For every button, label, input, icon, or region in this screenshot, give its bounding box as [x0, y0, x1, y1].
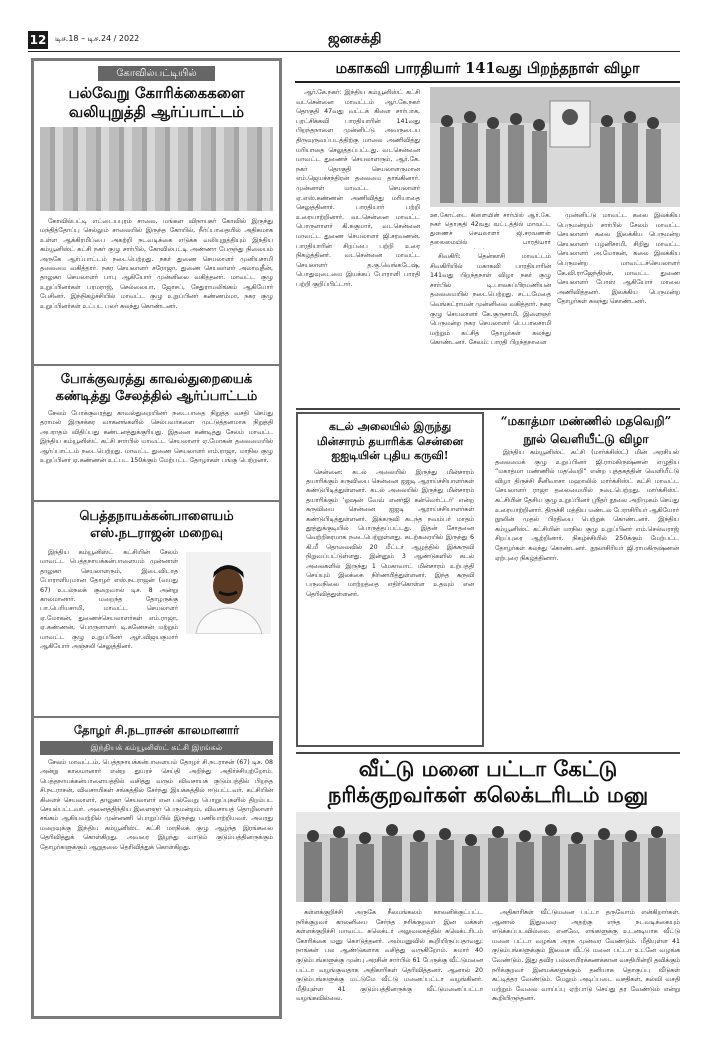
issue-date: டிச.18 – டிச.24 / 2022 [55, 34, 140, 43]
page-number: 12 [29, 33, 47, 47]
bharathi-headline: மகாகவி பாரதியார் 141வது பிறந்தநாள் விழா [295, 58, 680, 83]
book-headline: நூல் வெளியீட்டு விழா [523, 432, 649, 446]
book-headline-quote: “மகாத்மா மண்ணில் மதவெறி” [500, 414, 672, 428]
patta-col1 [296, 908, 483, 1020]
story3-body [40, 548, 178, 711]
patta-headline-line2: நரிக்குறவர்கள் கலெக்டரிடம் மனு [327, 782, 649, 807]
story1-kicker: கோவில்பட்டியில் [98, 66, 215, 81]
patta-col2-text: அதிகாரிகள் வீட்டுமனை பட்டா தருவோம் என்கிறார்கள். ஆனால் இதுவரை அதற்கு எந்த நடவடிக்கையும் எடுக்கப்படவில்லை. எனவே, எங்களுக்கு உடனடியாக வீட்டு மனை பட்டா வழங்க அரசு முன்வர வேண்டும். மீதியுள்ள 41 குடும்பங்களுக்கும் இலவச வீட்டு மனை பட்டா உடனே வழங்க வேண்டும். இது தவிர பல்லாயிரக்கணக்கான வசதியின்றி தவிக்கும் நரிக்குறவர் இனமக்களுக்கும் தனியாக தொகுப்பு வீடுகள் கட்டித்தர வேண்டும். மேலும் அடிப்படை வசதிகள், கல்வி வசதி மற்றும் வேலை வாய்ப்பு ஏற்பாடு செய்து தர வேண்டும் என்று கூறியிருந்தனர். [492, 909, 680, 1003]
story3-headline: பெத்தநாயக்கன்பாளையம் எஸ்.நடராஜன் மறைவு [79, 509, 234, 541]
story2-headline: போக்குவரத்து காவல்துறையைக் கண்டித்து சேலத்தில் ஆர்ப்பாட்டம் [55, 372, 258, 404]
story4-body [40, 758, 273, 1019]
divider [34, 500, 279, 502]
bharathi-col1-text: ஆர்.கே.நகர்: இந்திய கம்யூனிஸ்ட் கட்சி வடசென்னை மாவட்டம் ஆர்.கே.நகர் தொகுதி 47வது வட்டக் கிளை சார்பாக, புரட்சிக்கவி பாரதியாரின் 141வது பிறந்தநாளை முன்னிட்டு அவருடைய திருவுருவப்படத்திற்கு மாலை அணிவித்து மரியாதை செலுத்தப்பட்டது. வடசென்னை மாவட்ட துணைச் செயலாளரும், ஆர்.கே. நகர் தொகுதி செயலாளருமான எம்.ஜெயச்சந்திரன் தலைமை தாங்கினார். முன்னாள் மாவட்ட செயலாளர் ஏ.எஸ்.கண்ணன் அணிவித்து மரியாதை செலுத்தினார். பாரதியார் பற்றி உரையாற்றினார். வடசென்னை மாவட்ட பொருளாளர் கி.சுகுமார், வடசென்னை மாவட்ட துணை செயலாளர் ஜி.சரவணன், பாரதியாரின் சிறப்பை பற்றி உரை நிகழ்த்தினர். வடசென்னை மாவட்ட செயலாளர் த.கு.வெங்கடேஷ், பொதுவுடைமை இயக்கப் போராளி பாரதி பற்றி குறிப்பிட்டார். [296, 89, 420, 288]
bharathi-col3-text: முன்னிட்டு மாவட்ட கலை இலக்கிய பெருமன்றம் சார்பில் சேலம் மாவட்ட செயலாளர் கலை இலக்கிய பெருமன்ற செயலாளர் பழனிசாமி, சிறிது மாவட்ட செயலாளர் அ.மோகன், கலை இலக்கிய பெருமன்ற மாவட்டச்செயலாளர் கே.வி.ராஜேந்திரன், மாவட்ட துணை செயலாளர் போஸ் ஆகியோர் மாலை அணிவித்தனர். இலக்கிய பெருமன்ற தோழர்கள் கலந்து கொண்டனர். [557, 212, 680, 306]
page-header [28, 30, 680, 52]
story1-text: கோவில்பட்டி எட்டையபுரம் சாலை, மங்கள விநாயகர் கோவில் இருந்து மந்தித்தோப்பு செல்லும் சாலையில் இருந்த கோயில், நீர்ப்பாதையில் அதிகமாக உள்ள ஆக்கிரமிப்பை அகற்றி நடவடிக்கை எடுக்க வலியுறுத்தியும் இந்திய கம்யூனிஸ்ட் கட்சி நகர் குழு சார்பில், கோவில்பட்டி அண்ணா பேருந்து நிலையம் அருகே ஆர்ப்பாட்டம் நடைபெற்றது. நகர் துணை செயலாளர் முனியசாமி தலைமை வகித்தார். நகர செயலாளர் சரோஜா, துணை செயலாளர் அலாவுதீன், தாலுகா செயலாளர் பாபு ஆகியோர் முன்னிலை வகித்தனர். மாவட்ட குழு உறுப்பினர்கள் பரமராஜ், செல்லையா, ஜோசப், சேதுராமலிங்கம் ஆகியோர் பேசினர். இந்நிகழ்ச்சியில் மாவட்ட குழு உறுப்பினர் கண்ணம்மா, நகர குழு உறுப்பினர்கள் உட்பட பலர் கலந்து கொண்டனர். [40, 218, 273, 310]
protest-photo [40, 127, 273, 211]
patta-col1-text: கள்ளக்குறிச்சி அருகே நீலமங்கலம் காலனிக்குட்பட்ட நரிக்குறவர் காலனியை சேர்ந்த நரிக்குறவர் இன மக்கள் கள்ளக்குறிச்சி மாவட்ட கலெக்டர் அலுவலகத்தில் கலெக்டரிடம் கோரிக்கை மனு கொடுத்தனர். அம்மனுவில் கூறியிருப்பதாவது: நாங்கள் பல ஆண்டுகளாக வசித்து வருகிறோம். சுமார் 40 குடும்பங்களுக்கு முன்பு அரசின் சார்பில் 61 பேருக்கு வீட்டுமனை பட்டா வழங்குவதாக அதிகாரிகள் தெரிவித்தனர். ஆனால் 20 குடும்பங்களுக்கு மட்டுமே வீட்டு மனைப்பட்டா வழங்கினர். மீதியுள்ள 41 குடும்பத்தினருக்கு வீட்டுமனைப்பட்டா வழங்கவில்லை. [296, 909, 483, 1003]
bharathi-caption-text: ஊ.கோட்டை கிளையின் சார்பில் ஆர்.கே. நகர் தொகுதி 42வது வட்டத்தில் மாவட்ட துணைச் செயலாளர் ஜி.சரவணன் தலைமையில் பாரதியார் [430, 212, 551, 246]
crowd-photo-icon [296, 812, 680, 902]
divider [34, 364, 279, 366]
story4-ribbon: இந்தியக் கம்யூனிஸ்ட் கட்சி இரங்கல் [40, 741, 273, 755]
left-column [31, 58, 282, 1019]
energy-text: சென்னை: கடல் அலையில் இருந்து மின்சாரம் தயாரிக்கும் கருவியை சென்னை ஐஐடி ஆராய்ச்சியாளர்கள் கண்டுபிடித்துள்ளனர். கடல் அலையில் இருந்து மின்சாரம் தயாரிக்கும் 'ஓஷன் வேவ் எனர்ஜி கன்வெர்ட்டர்' என்ற கருவியை சென்னை ஐஐடி ஆராய்ச்சியாளர்கள் கண்டுபிடித்துள்ளனர். இக்கருவி கடந்த நவம்பர் மாதம் தூத்துக்குடியில் பொருத்தப்பட்டது. இதன் சோதனை வெற்றிகரமாக நடைபெற்றுள்ளது. கடற்கரையில் இருந்து 6 கி.மீ தொலைவில் 20 மீட்டர் ஆழத்தில் இக்கருவி நிறுவப்பட்டுள்ளது. இன்னும் 3 ஆண்டுகளில் கடல் அலைகளில் இருந்து 1 மெகாவாட் மின்சாரம் உற்பத்தி செய்யும் இலக்கை நிர்ணயித்துள்ளனர். இந்த கருவி பருவநிலை மாற்றத்தை எதிர்கொள்ள உதவும் என தெரிவித்துள்ளனர். [306, 468, 474, 598]
story2-text: சேலம் போக்குவரத்து காவல்துறையினர் நடைபாதை நிறுத்த வசதி செய்து தராமல் இருசக்கர வாகனங்களில் செல்பவர்களை முட்டுத்தனமாக நிறுத்தி அபராதம் விதிப்பது கண்டனத்துக்குரியது. இதனை கண்டித்து சேலம் மாவட்ட இந்திய கம்யூனிஸ்ட் கட்சி சார்பில் மாவட்ட செயலாளர் ஏ.மோகன் தலைமையில் ஆர்ப்பாட்டம் நடைபெற்றது. மாவட்ட துணை செயலாளர் எம்.ராஜா, மாநில குழு உறுப்பினர் ஏ.கண்ணன் உட்பட 150க்கும் மேற்பட்ட தோழர்கள் பங்கு பெற்றனர். [40, 410, 273, 465]
patta-headline-line1: வீட்டு மனை பட்டா கேட்டு [358, 756, 618, 781]
bharathi-col2 [430, 252, 551, 406]
story4-headline: தோழர் சி.நடராசன் காலமானார் [73, 723, 240, 737]
portrait-icon [186, 552, 271, 634]
bharathi-col2-text: சிவகிரி: தென்காசி மாவட்டம் சிவகிரியில் மகாகவி பாரதியாரின் 141வது பிறந்தநாள் விழா நகர் குழு சார்பில் டி.பாலசுப்பிரமணியன் தலைமையில் நடைபெற்றது. சட்டமேதை வெங்கட்ராமன் முன்னிலை வகித்தார். நகர குழு செயலாளர் கே.குருசாமி, இளைஞர் பெருமன்ற நகர செயலாளர் பெ.பாலசாமி மற்றும் கட்சித் தோழர்கள் கலந்து கொண்டனர். சேலம்: பாரதி பிறந்தநாளை [430, 253, 551, 347]
narikuravar-photo [296, 812, 680, 902]
newspaper-name: ஜனசக்தி [328, 31, 382, 47]
story3-text: இந்திய கம்யூனிஸ்ட் கட்சியின் சேலம் மாவட்ட பெத்தநாயக்கன்பாளையம் முன்னாள் தாலுகா செயலாளரும், இடைவிடாத போராளியுமான தோழர் எஸ்.நடராஜன் (வயது 67) உடல்நலக் குறைவால் டிச. 8 அன்று காலமானார். மறைந்த தோழருக்கு பா.பெரியசாமி, மாவட்ட செயலாளர் ஏ.மோகன், துணைச்செயலாளர்கள் எம்.ராஜா, ஏ.கண்ணன், பொருளாளர் டி.கணேசன் மற்றும் மாவட்ட குழு உறுப்பினர் ஆர்.விஜயகுமார் ஆகியோர் அஞ்சலி செலுத்தினர். [40, 549, 178, 651]
energy-headline: கடல் அலையில் இருந்து மின்சாரம் தயாரிக்க சென்னை ஐஐடியின் புதிய கருவி! [316, 420, 464, 462]
portrait-photo [186, 552, 271, 634]
story2-body [40, 409, 273, 495]
bharathi-photo-icon [430, 87, 680, 207]
bharathi-col1 [296, 88, 420, 406]
bharathi-photo [430, 87, 680, 207]
story1-body [40, 217, 273, 359]
story1-headline: பல்வேறு கோரிக்கைகளை வலியுறுத்தி ஆர்ப்பாட்டம் [68, 84, 245, 121]
section-rule [296, 408, 680, 410]
story4-text: சேலம் மாவட்டம், பெத்தநாயக்கன்பாளையம் தோழர் சி.நடராசன் (67) டிச. 08 அன்று காலமானார் என்ற துயரச் செய்தி அறிந்து அதிர்ச்சியுற்றோம். பெத்தநாயக்கன்பாளையத்தில் வசித்து வரும் விவசாயக் குடும்பத்தில் பிறந்த சி.நடராசன், விவசாயிகள் சங்கத்தில் சேர்ந்து இயக்கத்தில் ஈடுபட்டவர். கட்சியின் கிளைச் செயலாளர், தாலுகா செயலாளர் என பல்வேறு பொறுப்புகளில் திறம்பட செயல்பட்டவர். அனைத்திந்திய இளைஞர் பெருமன்றம், விவசாயத் தொழிலாளர் சங்கம் ஆகியவற்றில் முன்னணி பொறுப்பில் இருந்து பணியாற்றியவர். அவரது மறைவுக்கு இந்திய கம்யூனிஸ்ட் கட்சி மாநிலக் குழு ஆழ்ந்த இரங்கலை தெரிவித்துக் கொள்கிறது. அவரை இழந்து வாடும் குடும்பத்தினருக்கும் தோழர்களுக்கும் ஆறுதலை தெரிவித்துக் கொள்கிறது. [40, 759, 273, 851]
energy-news-box [296, 412, 484, 747]
bharathi-col3 [557, 211, 680, 406]
book-text: இந்திய கம்யூனிஸ்ட் கட்சி (மார்க்சிஸ்ட்) மின் அரசியல் தலைமைக் குழு உறுப்பினர் ஜி.ராமகிருஷ்ணன் எழுதிய “மகாத்மா மண்ணில் மதவெறி” என்ற புத்தகத்தின் வெளியீட்டு விழா திருச்சி சீனிவாசா மஹாலில் மார்க்சிஸ்ட் கட்சி மாவட்ட செயலாளர் ராஜா தலைமையில் நடைபெற்றது. மார்க்சிஸ்ட் கட்சியின் தேசிய குழு உறுப்பினர் ஸ்ரீதர் நூலை அறிமுகம் செய்து உரையாற்றினார். திருச்சி மத்திய மண்டல பேராசிரியர் ஆகியோர் நூலின் முதல் பிரதியை பெற்றுக் கொண்டனர். இந்திய கம்யூனிஸ்ட் கட்சியின் மாநில குழு உறுப்பினர் எம்.செல்வராஜ் சிறப்புரை ஆற்றினார். நிகழ்ச்சியில் 250க்கும் மேற்பட்ட தோழர்கள் கலந்து கொண்டனர். நூலாசிரியர் ஜி.ராமகிருஷ்ணன் ஏற்புரை நிகழ்த்தினார். [495, 449, 679, 562]
patta-col2 [492, 908, 680, 1020]
story3-block [40, 548, 273, 711]
book-body [495, 448, 679, 744]
section-rule [296, 752, 680, 754]
energy-body [306, 468, 474, 693]
divider [34, 716, 279, 718]
bharathi-photo-caption [430, 211, 551, 249]
